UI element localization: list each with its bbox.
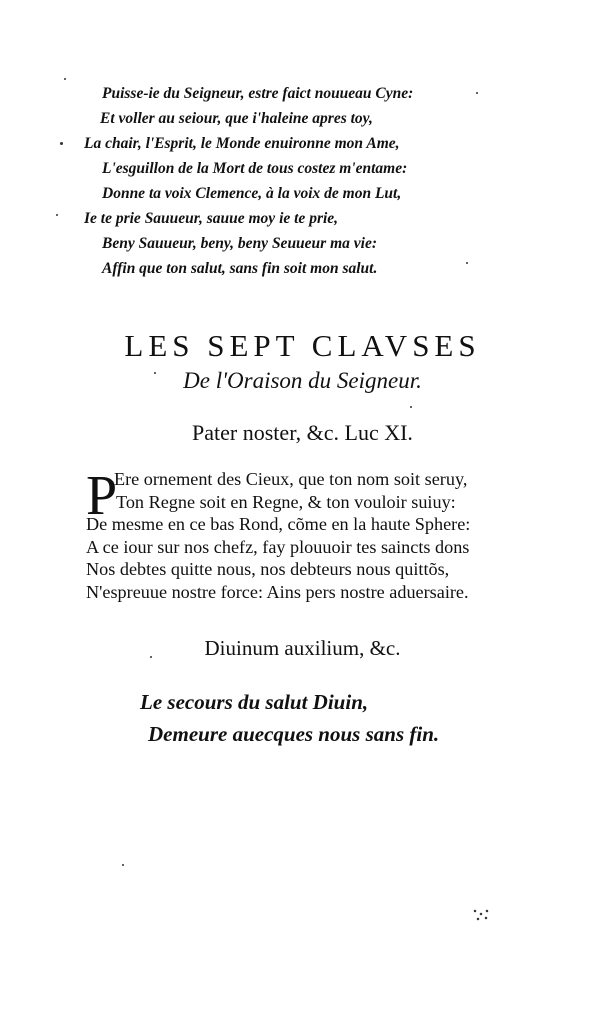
ink-speck [122,864,124,866]
ink-speck [154,372,156,374]
verse-line: Donne ta voix Clemence, à la voix de mon Lut, [102,185,402,202]
prayer-line: Ere ornement des Cieux, que ton nom soit seruy, [114,469,468,489]
latin-heading: Diuinum auxilium, &c. [204,636,401,660]
verse-line: Ie te prie Sauueur, sauue moy ie te prie, [84,210,339,227]
closing-couplet [140,686,439,750]
ornament-icon [472,908,494,922]
prayer-line: De mesme en ce bas Rond, cõme en la haute Sphere: [86,514,471,534]
prayer-line: A ce iour sur nos chefz, fay plouuoir tes saincts dons [86,536,470,557]
prayer-line: N'espreuue nostre force: Ains pers nostre aduersaire. [86,581,469,602]
ink-speck [410,406,412,408]
verse-line: Et voller au seiour, que i'haleine apres toy, [100,110,373,127]
prayer-line: Ton Regne soit en Regne, & ton vouloir suiuy: [116,491,456,512]
verse-line: Beny Sauueur, beny, beny Seuueur ma vie: [102,235,377,252]
ink-speck [56,214,58,216]
verse-line: La chair, l'Esprit, le Monde enuironne mon Ame, [84,135,400,152]
ink-speck [466,262,468,264]
prayer-line: Nos debtes quitte nous, nos debteurs nous quittõs, [86,559,450,579]
ink-speck [64,78,66,80]
verse-line: Affin que ton salut, sans fin soit mon salut. [102,260,378,277]
verse-line: Puisse-ie du Seigneur, estre faict nouueau Cyne: [102,85,414,102]
prayer-heading: Pater noster, &c. Luc XI. [192,420,413,445]
verse-line: L'esguillon de la Mort de tous costez m'entame: [102,160,408,177]
section-title: LES SEPT CLAVSES [124,328,481,363]
drop-cap: P [86,465,118,527]
ink-speck [476,92,478,94]
section-subtitle: De l'Oraison du Seigneur. [183,368,422,393]
couplet-line: Le secours du salut Diuin, [140,690,369,714]
ink-speck [150,656,152,658]
couplet-line: Demeure auecques nous sans fin. [148,722,440,746]
ink-speck [60,142,63,145]
prayer-text [86,465,556,603]
